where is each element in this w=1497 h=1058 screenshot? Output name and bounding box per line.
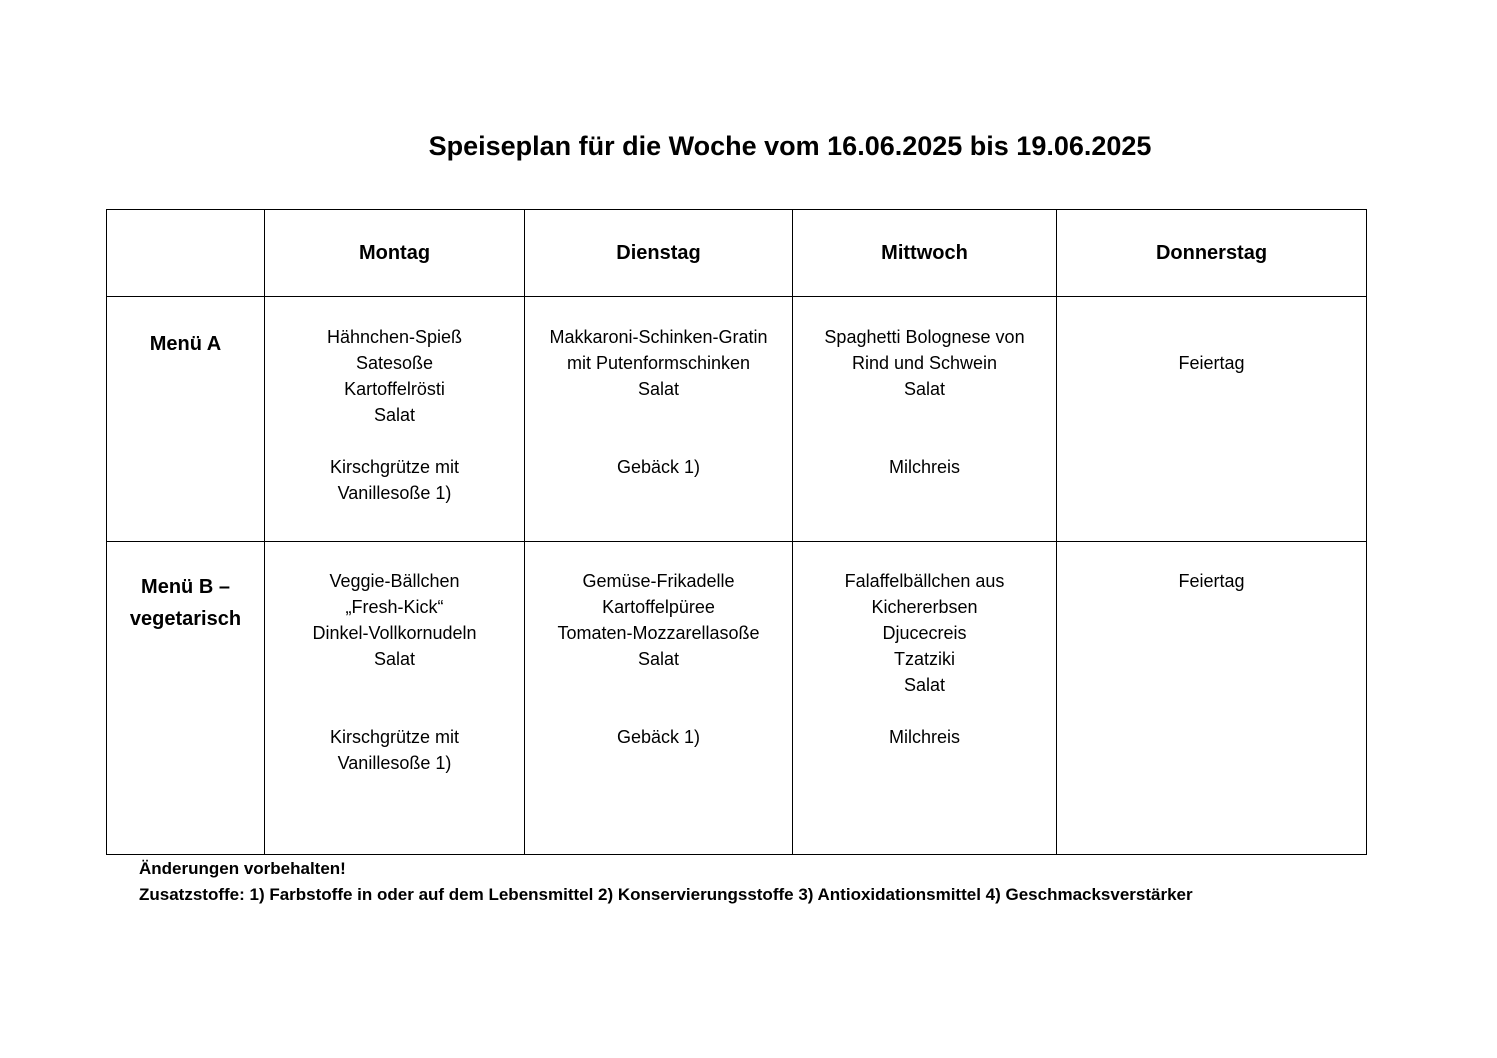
dish-line <box>265 428 524 454</box>
menu-b-dienstag <box>525 541 793 855</box>
table-header-row <box>107 210 1367 297</box>
dish-line: Makkaroni-Schinken-Gratin <box>549 327 768 348</box>
day-header-montag: Montag <box>265 210 525 297</box>
dish-line: Dinkel-Vollkornudeln <box>312 622 477 643</box>
footer-note: Änderungen vorbehalten! <box>139 859 346 878</box>
footer <box>139 856 1193 908</box>
table-row-menu-a <box>107 297 1367 541</box>
dish-line: Veggie-Bällchen <box>329 570 460 591</box>
dish-line <box>525 672 792 698</box>
dish-line: Salat <box>637 379 680 400</box>
dish-line: Salat <box>373 405 416 426</box>
menu-b-donnerstag <box>1057 541 1367 855</box>
day-header-mittwoch: Mittwoch <box>793 210 1057 297</box>
dish-line <box>525 428 792 454</box>
menu-a-montag <box>265 297 525 541</box>
day-header-dienstag: Dienstag <box>525 210 793 297</box>
day-header-donnerstag: Donnerstag <box>1057 210 1367 297</box>
dish-line: Falaffelbällchen aus <box>844 570 1005 591</box>
menu-b-mittwoch <box>793 541 1057 855</box>
dish-line: Milchreis <box>888 726 960 747</box>
dish-line: Rind und Schwein <box>851 353 998 374</box>
dish-line: Gemüse-Frikadelle <box>582 570 735 591</box>
dish-line: Salat <box>637 648 680 669</box>
dish-line <box>265 672 524 698</box>
dish-line: Djucecreis <box>882 622 967 643</box>
row-label-menu-b-line: Menü B – <box>141 575 230 598</box>
row-label-menu-b <box>107 541 265 855</box>
dish-line: Kichererbsen <box>871 596 978 617</box>
dish-line <box>525 698 792 724</box>
dish-line: Feiertag <box>1178 570 1245 591</box>
corner-cell <box>107 210 265 297</box>
dish-line <box>793 402 1056 428</box>
dish-line: Kirschgrütze mit <box>329 457 460 478</box>
dish-line <box>793 428 1056 454</box>
dish-line: Kartoffelpüree <box>602 596 715 617</box>
dish-line: Salat <box>373 648 416 669</box>
dish-line: Satesoße <box>355 353 434 374</box>
dish-line: Milchreis <box>888 457 960 478</box>
dish-line: Vanillesoße 1) <box>337 752 452 773</box>
menu-a-dienstag <box>525 297 793 541</box>
dish-line <box>793 698 1056 724</box>
dish-line: Kirschgrütze mit <box>329 726 460 747</box>
menu-b-montag <box>265 541 525 855</box>
dish-line: mit Putenformschinken <box>566 353 751 374</box>
dish-line <box>525 402 792 428</box>
footer-additives: Zusatzstoffe: 1) Farbstoffe in oder auf dem Lebensmittel 2) Konservierungsstoffe 3) Antioxidationsmittel 4) Geschmacksverstärker <box>139 885 1193 904</box>
table-row-menu-b <box>107 541 1367 855</box>
dish-line <box>265 698 524 724</box>
dish-line: Salat <box>903 674 946 695</box>
dish-line <box>1057 324 1366 350</box>
row-label-menu-a: Menü A <box>107 297 265 541</box>
dish-line: Gebäck 1) <box>616 726 701 747</box>
row-label-menu-b-line: vegetarisch <box>129 607 242 630</box>
dish-line: Vanillesoße 1) <box>337 483 452 504</box>
menu-a-mittwoch <box>793 297 1057 541</box>
dish-line: Salat <box>903 379 946 400</box>
dish-line: Kartoffelrösti <box>344 379 445 400</box>
menu-a-donnerstag <box>1057 297 1367 541</box>
menu-table <box>106 209 1367 855</box>
page-title: Speiseplan für die Woche vom 16.06.2025 bis 19.06.2025 <box>428 131 1152 161</box>
dish-line: Feiertag <box>1178 353 1245 374</box>
dish-line: Tomaten-Mozzarellasoße <box>557 622 760 643</box>
dish-line: Tzatziki <box>893 648 955 669</box>
dish-line: Hähnchen-Spieß <box>326 327 463 348</box>
dish-line: „Fresh-Kick“ <box>345 596 444 617</box>
dish-line: Gebäck 1) <box>616 457 701 478</box>
dish-line: Spaghetti Bolognese von <box>824 327 1025 348</box>
